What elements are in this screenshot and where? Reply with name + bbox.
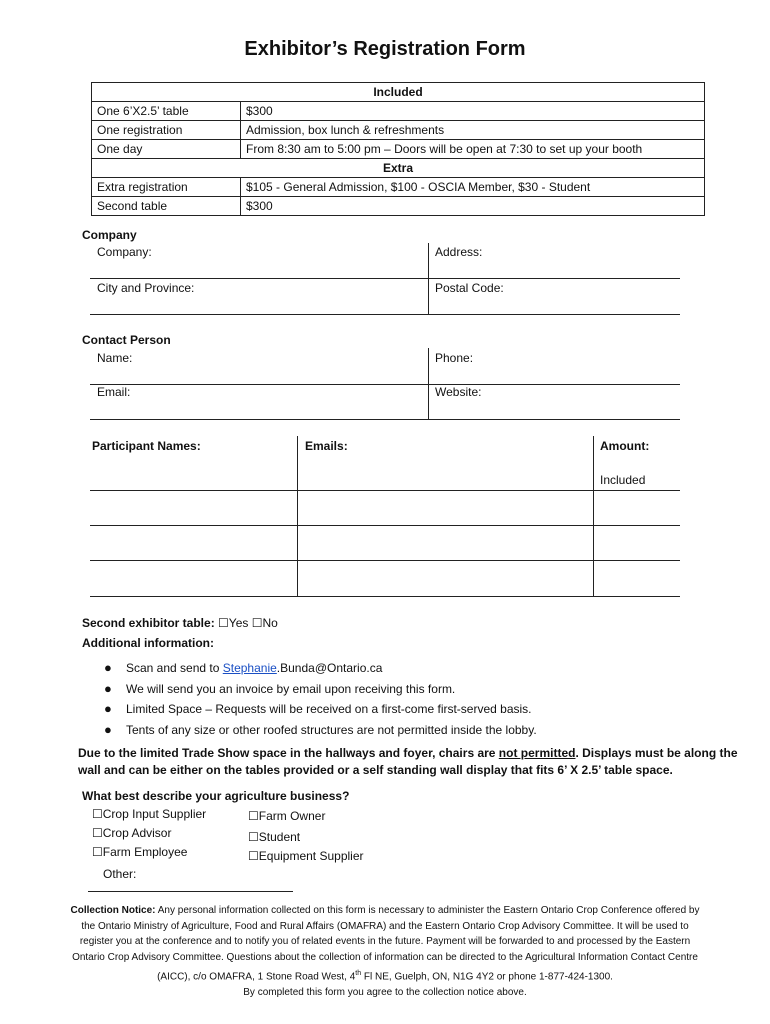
collection-lead: Collection Notice: xyxy=(70,905,156,916)
item-cell: Extra registration xyxy=(92,178,241,197)
option-label: Crop Advisor xyxy=(102,826,172,840)
other-label: Other: xyxy=(103,867,137,881)
table-row xyxy=(92,140,705,159)
company-heading: Company xyxy=(82,228,137,242)
option-student[interactable] xyxy=(248,830,300,844)
table-row xyxy=(92,121,705,140)
participant-row-line[interactable] xyxy=(90,560,680,561)
notice-text: . Displays must be along the wall and can be either on the tables provided or a self standing wall display that fits 6’ X 2.5’ table space. xyxy=(78,746,738,777)
option-label: Farm Owner xyxy=(258,809,326,823)
checkbox-icon[interactable]: ☐ xyxy=(92,826,103,840)
checkbox-icon[interactable]: ☐ xyxy=(248,809,259,823)
emails-header: Emails: xyxy=(305,439,348,453)
trade-show-notice xyxy=(78,745,758,779)
phone-label: Phone: xyxy=(435,351,474,365)
list-item xyxy=(100,720,537,741)
notice-text: Due to the limited Trade Show space in the hallways and foyer, chairs are xyxy=(78,746,499,760)
item-cell: One day xyxy=(92,140,241,159)
checkbox-icon[interactable]: ☐ xyxy=(92,807,103,821)
included-header: Included xyxy=(92,83,705,102)
yes-label: Yes xyxy=(228,616,249,630)
name-label: Name: xyxy=(97,351,133,365)
participant-row-line[interactable] xyxy=(90,490,680,491)
city-province-label: City and Province: xyxy=(97,281,195,295)
collection-closing: By completed this form you agree to the collection notice above. xyxy=(243,986,527,998)
other-field-line[interactable] xyxy=(88,891,293,892)
yes-checkbox[interactable]: ☐ xyxy=(218,616,229,630)
bullet-text: We will send you an invoice by email upon receiving this form. xyxy=(126,681,456,696)
extra-header: Extra xyxy=(92,159,705,178)
list-item xyxy=(100,679,537,700)
bullet-text: Scan and send to xyxy=(126,661,223,675)
column-divider xyxy=(593,436,594,596)
table-row xyxy=(92,102,705,121)
option-farm-employee[interactable] xyxy=(92,845,187,859)
bullet-icon: ● xyxy=(104,701,112,716)
no-label: No xyxy=(262,616,278,630)
table-row xyxy=(92,178,705,197)
detail-cell: $300 xyxy=(241,102,705,121)
participant-names-header: Participant Names: xyxy=(92,439,201,453)
postal-code-label: Postal Code: xyxy=(435,281,504,295)
column-divider xyxy=(428,243,429,315)
checkbox-icon[interactable]: ☐ xyxy=(248,849,259,863)
company-field-line[interactable] xyxy=(90,278,680,279)
option-label: Equipment Supplier xyxy=(258,849,364,863)
second-table-label: Second exhibitor table: xyxy=(82,616,215,630)
option-crop-advisor[interactable] xyxy=(92,826,171,840)
option-crop-input-supplier[interactable] xyxy=(92,807,206,821)
website-label: Website: xyxy=(435,385,482,399)
checkbox-icon[interactable]: ☐ xyxy=(248,830,259,844)
detail-cell: $105 - General Admission, $100 - OSCIA Member, $30 - Student xyxy=(241,178,705,197)
detail-cell: Admission, box lunch & refreshments xyxy=(241,121,705,140)
bullet-icon: ● xyxy=(104,660,112,675)
collection-body-2: Fl NE, Guelph, ON, N1G 4Y2 or phone 1-877-424-1300. xyxy=(361,971,613,983)
no-checkbox[interactable]: ☐ xyxy=(251,616,263,630)
option-label: Farm Employee xyxy=(102,845,188,859)
collection-body: Any personal information collected on this form is necessary to administer the Eastern Ontario Crop Conference offered by the Ontario Ministry of Agriculture, Food and Rural Affairs (OMAFRA) and the Eastern Ontario Crop Advisory Committee. It will be used to register you at the conference and to notify you of related events in the future. Payment will be forwarded to and processed by the Eastern Ontario Crop Advisory Committee. Questions about the collection of information can be directed to the Agricultural Information Contact Centre (AICC), c/o OMAFRA, 1 Stone Road West, 4 xyxy=(72,905,700,983)
item-cell: One 6’X2.5’ table xyxy=(92,102,241,121)
option-label: Crop Input Supplier xyxy=(102,807,207,821)
list-item xyxy=(100,699,537,720)
detail-cell: $300 xyxy=(241,197,705,216)
bullet-text: Tents of any size or other roofed structures are not permitted inside the lobby. xyxy=(126,722,537,737)
column-divider xyxy=(297,436,298,596)
item-cell: One registration xyxy=(92,121,241,140)
second-table-row xyxy=(82,616,278,630)
email-link[interactable]: Stephanie xyxy=(222,661,277,675)
detail-cell: From 8:30 am to 5:00 pm – Doors will be open at 7:30 to set up your booth xyxy=(241,140,705,159)
participant-row-line[interactable] xyxy=(90,525,680,526)
option-farm-owner[interactable] xyxy=(248,809,325,823)
collection-sup: th xyxy=(355,969,362,977)
bullet-text: Limited Space – Requests will be received on a first-come first-served basis. xyxy=(126,702,532,716)
name-field-line[interactable] xyxy=(90,384,680,385)
checkbox-icon[interactable]: ☐ xyxy=(92,845,103,859)
notice-underlined: not permitted xyxy=(498,746,576,760)
email-label: Email: xyxy=(97,385,131,399)
participant-row-line[interactable] xyxy=(90,596,680,597)
address-label: Address: xyxy=(435,245,483,259)
list-item xyxy=(100,658,537,679)
contact-heading: Contact Person xyxy=(82,333,171,347)
business-question: What best describe your agriculture business? xyxy=(82,789,350,803)
table-row xyxy=(92,197,705,216)
collection-notice xyxy=(70,903,700,1001)
amount-included: Included xyxy=(600,473,646,487)
bullet-icon: ● xyxy=(104,680,112,696)
item-cell: Second table xyxy=(92,197,241,216)
option-equipment-supplier[interactable] xyxy=(248,849,364,863)
email-field-line[interactable] xyxy=(90,419,680,420)
additional-info-list xyxy=(100,658,537,740)
option-label: Student xyxy=(258,830,301,844)
company-label: Company: xyxy=(97,245,152,259)
city-field-line[interactable] xyxy=(90,314,680,315)
additional-heading: Additional information: xyxy=(82,636,214,650)
amount-header: Amount: xyxy=(600,439,650,453)
bullet-text: .Bunda@Ontario.ca xyxy=(276,661,383,675)
pricing-table xyxy=(91,82,705,216)
bullet-icon: ● xyxy=(104,721,112,737)
form-title: Exhibitor’s Registration Form xyxy=(244,38,526,60)
